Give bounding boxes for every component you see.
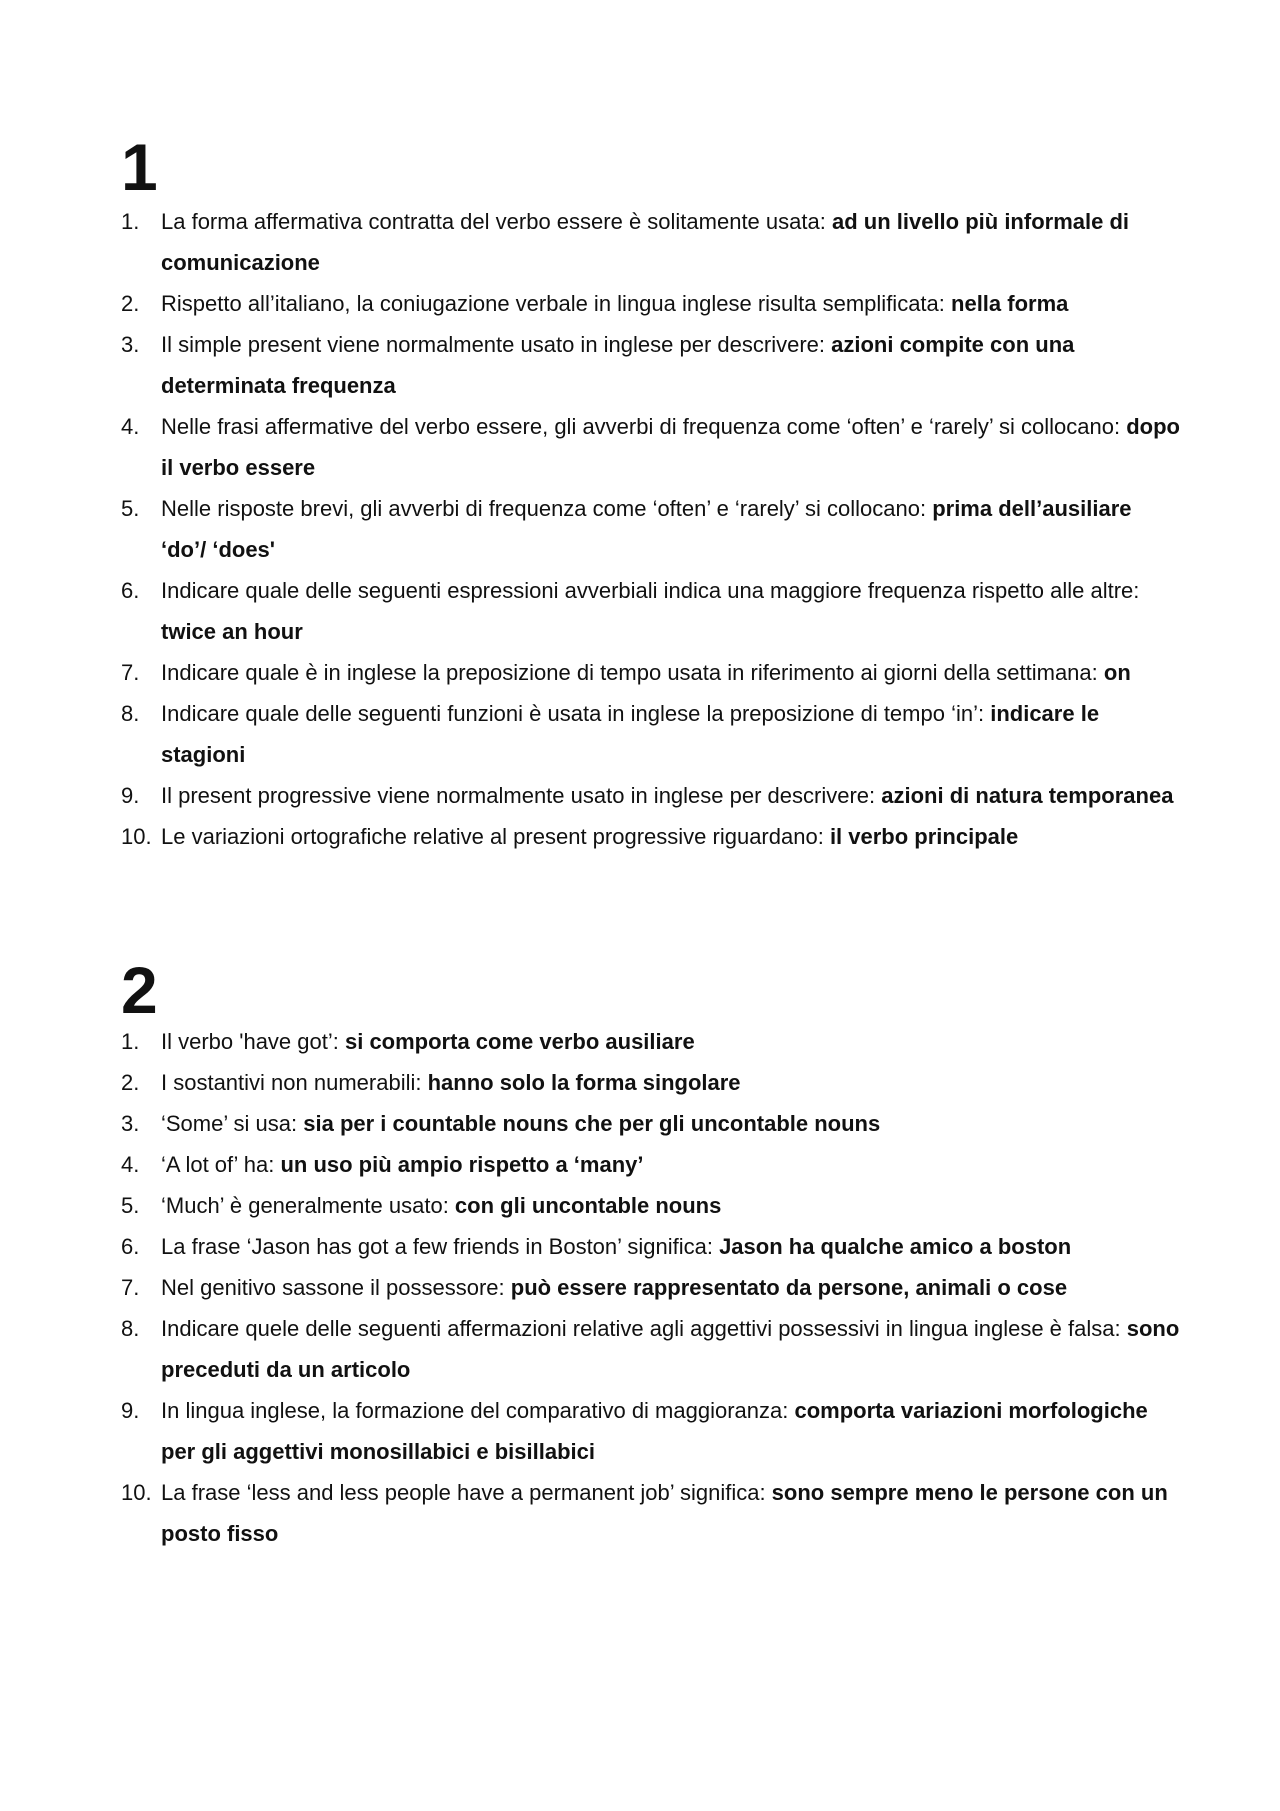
answer-text: indicare le stagioni <box>161 701 1100 767</box>
question-number: 3. <box>121 1111 140 1136</box>
question-number: 10. <box>121 824 152 849</box>
question-item <box>121 1144 1181 1185</box>
question-number: 4. <box>121 414 140 439</box>
answer-text: nella forma <box>951 291 1069 316</box>
answer-text: on <box>1103 660 1131 685</box>
question-item <box>121 1390 1181 1472</box>
answer-text: dopo il verbo essere <box>161 414 1180 480</box>
question-item <box>121 1226 1181 1267</box>
question-text: La forma affermativa contratta del verbo essere è solitamente usata <box>161 209 820 234</box>
answer-text: azioni compite con una determinata frequenza <box>161 332 1075 398</box>
question-number: 1. <box>121 209 140 234</box>
section-1-question-list <box>121 201 1181 857</box>
question-number: 8. <box>121 1316 140 1341</box>
question-colon: : <box>819 209 832 234</box>
question-item <box>121 1021 1181 1062</box>
question-item <box>121 283 1181 324</box>
question-number: 6. <box>121 578 140 603</box>
answer-text: Jason ha qualche amico a boston <box>719 1234 1072 1259</box>
answer-text: sono preceduti da un articolo <box>161 1316 1180 1382</box>
question-number: 9. <box>121 1398 140 1423</box>
answer-text: hanno solo la forma singolare <box>427 1070 741 1095</box>
question-text: Le variazioni ortografiche relative al present progressive riguardano <box>161 824 818 849</box>
question-number: 7. <box>121 660 140 685</box>
question-colon: : <box>291 1111 304 1136</box>
question-colon: : <box>442 1193 455 1218</box>
question-colon: : <box>818 332 832 357</box>
answer-text: con gli uncontable nouns <box>454 1193 722 1218</box>
question-colon: : <box>1114 1316 1127 1341</box>
section-2-heading: 2 <box>121 953 158 1027</box>
question-text: Indicare quele delle seguenti affermazioni relative agli aggettivi possessivi in lingua inglese è falsa <box>161 1316 1115 1341</box>
question-item <box>121 324 1181 406</box>
answer-text: twice an hour <box>161 619 303 644</box>
question-number: 6. <box>121 1234 140 1259</box>
question-colon: : <box>498 1275 511 1300</box>
question-number: 3. <box>121 332 140 357</box>
answer-text: comporta variazioni morfologiche per gli aggettivi monosillabici e bisillabici <box>161 1398 1148 1464</box>
question-colon: : <box>415 1070 428 1095</box>
question-colon: : <box>782 1398 795 1423</box>
question-colon: : <box>919 496 933 521</box>
question-item <box>121 693 1181 775</box>
section-2-question-list <box>121 1021 1181 1554</box>
answer-text: può essere rappresentato da persone, animali o cose <box>510 1275 1068 1300</box>
question-colon: : <box>706 1234 720 1259</box>
question-colon: : <box>1091 660 1104 685</box>
question-text: La frase ‘less and less people have a permanent job’ significa <box>161 1480 760 1505</box>
question-number: 5. <box>121 1193 140 1218</box>
section-1-heading: 1 <box>121 130 158 204</box>
question-colon: : <box>938 291 952 316</box>
question-number: 8. <box>121 701 140 726</box>
question-item <box>121 1103 1181 1144</box>
question-text: Rispetto all’italiano, la coniugazione verbale in lingua inglese risulta semplificata <box>161 291 939 316</box>
question-text: ‘A lot of’ ha <box>161 1152 269 1177</box>
question-item <box>121 1267 1181 1308</box>
question-item <box>121 406 1181 488</box>
question-number: 10. <box>121 1480 152 1505</box>
question-text: Indicare quale è in inglese la preposizione di tempo usata in riferimento ai giorni della settimana <box>161 660 1092 685</box>
question-text: Nel genitivo sassone il possessore <box>161 1275 499 1300</box>
question-number: 2. <box>121 1070 140 1095</box>
question-item <box>121 1472 1181 1554</box>
answer-text: sono sempre meno le persone con un posto fisso <box>161 1480 1168 1546</box>
question-colon: : <box>1133 578 1140 603</box>
question-item <box>121 816 1181 857</box>
question-text: Indicare quale delle seguenti funzioni è usata in inglese la preposizione di tempo ‘in’ <box>161 701 978 726</box>
question-number: 4. <box>121 1152 140 1177</box>
question-colon: : <box>869 783 882 808</box>
answer-text: si comporta come verbo ausiliare <box>344 1029 695 1054</box>
question-item <box>121 570 1181 652</box>
question-number: 2. <box>121 291 140 316</box>
question-colon: : <box>759 1480 772 1505</box>
question-text: Nelle risposte brevi, gli avverbi di frequenza come ‘often’ e ‘rarely’ si collocano <box>161 496 920 521</box>
question-colon: : <box>268 1152 281 1177</box>
question-item <box>121 488 1181 570</box>
question-colon: : <box>977 701 991 726</box>
question-item <box>121 1185 1181 1226</box>
question-text: ‘Some’ si usa <box>161 1111 292 1136</box>
answer-text: un uso più ampio rispetto a ‘many’ <box>280 1152 644 1177</box>
question-text: ‘Much’ è generalmente usato <box>161 1193 443 1218</box>
question-colon: : <box>1113 414 1127 439</box>
question-text: Il verbo 'have got’ <box>161 1029 333 1054</box>
question-colon: : <box>332 1029 345 1054</box>
question-text: Nelle frasi affermative del verbo essere, gli avverbi di frequenza come ‘often’ e ‘rarely’ si collocano <box>161 414 1114 439</box>
answer-text: azioni di natura temporanea <box>881 783 1174 808</box>
question-item <box>121 1062 1181 1103</box>
question-colon: : <box>817 824 830 849</box>
question-number: 7. <box>121 1275 140 1300</box>
question-item <box>121 775 1181 816</box>
question-number: 5. <box>121 496 140 521</box>
question-text: La frase ‘Jason has got a few friends in Boston’ significa <box>161 1234 707 1259</box>
answer-text: il verbo principale <box>829 824 1019 849</box>
question-text: Indicare quale delle seguenti espressioni avverbiali indica una maggiore frequenza rispetto alle altre <box>161 578 1134 603</box>
answer-text: prima dell’ausiliare ‘do’/ ‘does' <box>161 496 1132 562</box>
question-text: Il present progressive viene normalmente usato in inglese per descrivere <box>161 783 870 808</box>
question-item <box>121 652 1181 693</box>
question-number: 9. <box>121 783 140 808</box>
answer-text: ad un livello più informale di comunicazione <box>161 209 1130 275</box>
answer-text: sia per i countable nouns che per gli uncontable nouns <box>303 1111 881 1136</box>
question-text: Il simple present viene normalmente usato in inglese per descrivere <box>161 332 819 357</box>
question-text: In lingua inglese, la formazione del comparativo di maggioranza <box>161 1398 783 1423</box>
question-number: 1. <box>121 1029 140 1054</box>
question-text: I sostantivi non numerabili <box>161 1070 416 1095</box>
question-item <box>121 201 1181 283</box>
question-item <box>121 1308 1181 1390</box>
